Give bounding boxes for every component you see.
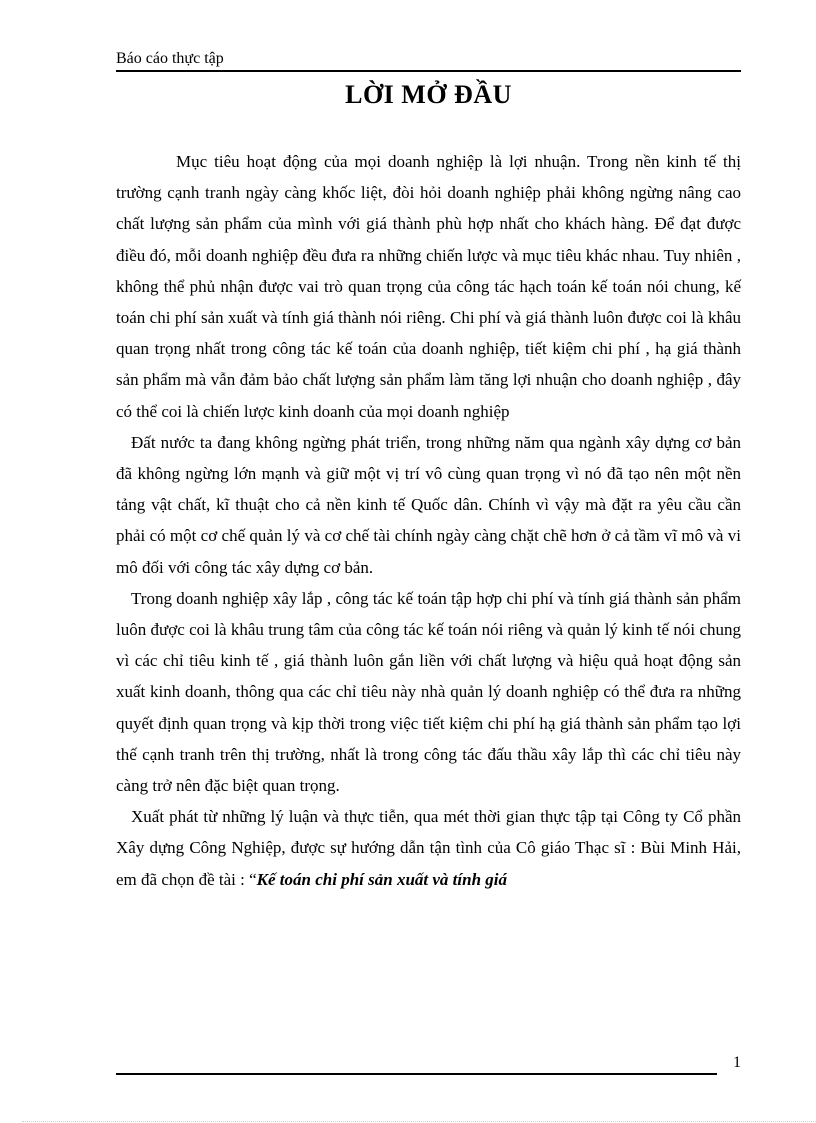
thesis-topic-emphasis: Kế toán chi phí sản xuất và tính giá xyxy=(256,869,508,889)
page-title: LỜI MỞ ĐẦU xyxy=(345,80,512,109)
report-header-title: Báo cáo thực tập xyxy=(116,50,224,67)
paragraph-1: Mục tiêu hoạt động của mọi doanh nghiệp là lợi nhuận. Trong nền kinh tế thị trường cạnh tranh ngày càng khốc liệt, đòi hỏi doanh nghiệp phải không ngừng nâng cao chất lượng sản phẩm của mình với giá thành phù hợp nhất cho khách hàng. Để đạt được điều đó, mỗi doanh nghiệp đều đưa ra những chiến lược và mục tiêu khác nhau. Tuy nhiên , không thể phủ nhận được vai trò quan trọng của công tác hạch toán kế toán nói chung, kế toán chi phí sản xuất và tính giá thành nói riêng. Chi phí và giá thành luôn được coi là khâu quan trọng nhất trong công tác kế toán của doanh nghiệp, tiết kiệm chi phí , hạ giá thành sản phẩm mà vẫn đảm bảo chất lượng sản phẩm làm tăng lợi nhuận cho doanh nghiệp , đây có thể coi là chiến lược kinh doanh của mọi doanh nghiệp xyxy=(116,152,741,421)
page-number: 1 xyxy=(733,1054,741,1071)
document-body xyxy=(116,146,741,895)
paragraph-4 xyxy=(116,801,741,895)
paragraph-4-text: Xuất phát từ những lý luận và thực tiễn, qua mét thời gian thực tập tại Công ty Cổ phần Xây dựng Công Nghiệp, được sự hướng dẫn tận tình của Cô giáo Thạc sĩ : Bùi Minh Hải, em đã chọn đề tài : “ xyxy=(116,807,741,889)
paragraph-2: Đất nước ta đang không ngừng phát triển, trong những năm qua ngành xây dựng cơ bản đã không ngừng lớn mạnh và giữ một vị trí vô cùng quan trọng vì nó đã tạo nên một nền tảng vật chất, kĩ thuật cho cả nền kinh tế Quốc dân. Chính vì vậy mà đặt ra yêu cầu cần phải có một cơ chế quản lý và cơ chế tài chính ngày càng chặt chẽ hơn ở cả tầm vĩ mô và vi mô đối với công tác xây dựng cơ bản. xyxy=(116,432,741,577)
paragraph-3: Trong doanh nghiệp xây lắp , công tác kế toán tập hợp chi phí và tính giá thành sản phẩm luôn được coi là khâu trung tâm của công tác kế toán nói riêng và quản lý kinh tế nói chung vì các chỉ tiêu kinh tế , giá thành luôn gắn liền với chất lượng và hiệu quả hoạt động sản xuất kinh doanh, thông qua các chỉ tiêu này nhà quản lý doanh nghiệp có thể đưa ra những quyết định quan trọng và kịp thời trong việc tiết kiệm chi phí hạ giá thành sản phẩm tạo lợi thế cạnh tranh trên thị trường, nhất là trong công tác đấu thầu xây lắp thì các chỉ tiêu này càng trở nên đặc biệt quan trọng. xyxy=(116,588,741,796)
header-divider xyxy=(116,70,741,72)
footer-divider xyxy=(116,1073,717,1075)
page-bottom-edge xyxy=(22,1121,816,1122)
